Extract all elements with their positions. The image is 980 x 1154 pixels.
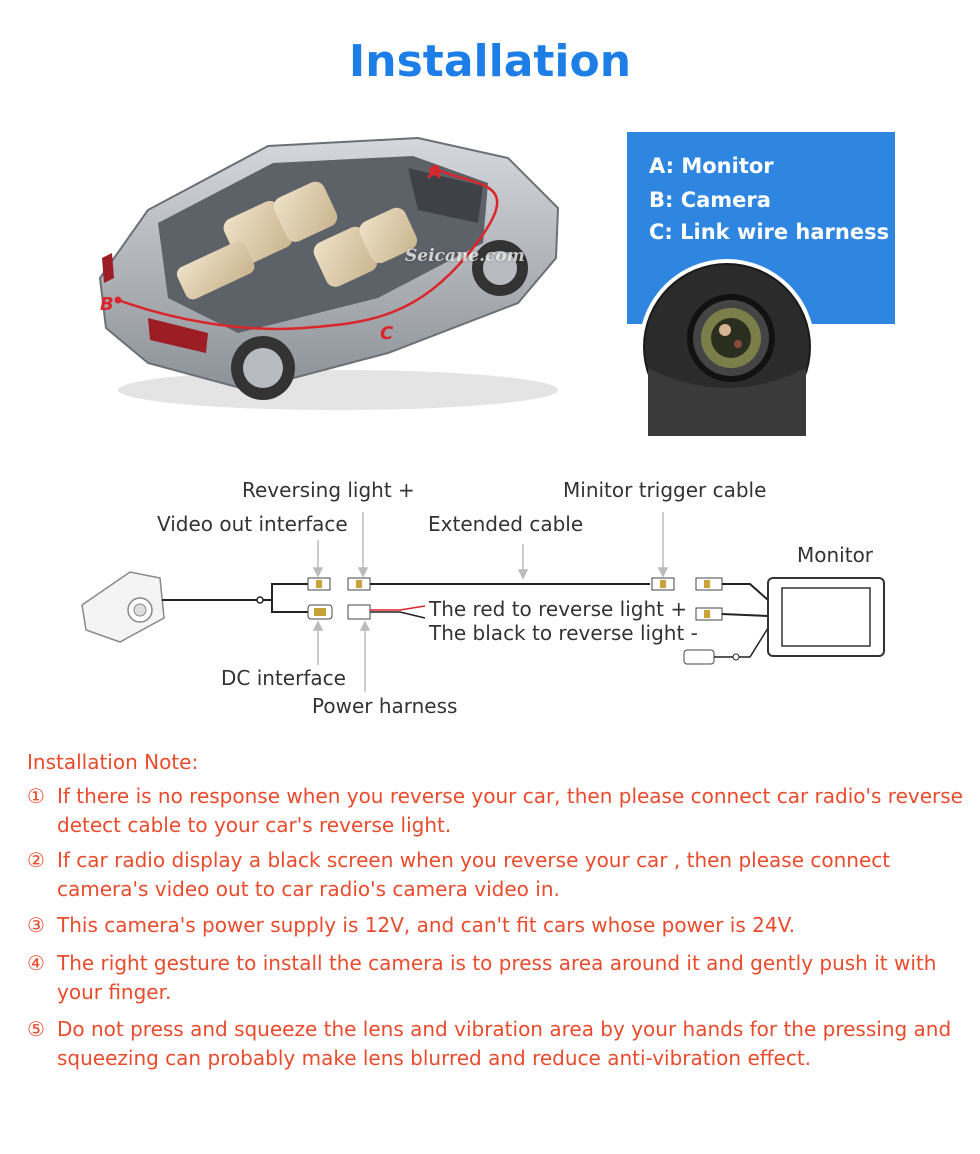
note-number: ③: [27, 913, 45, 937]
label-extended-cable: Extended cable: [428, 512, 584, 536]
note-number: ⑤: [27, 1017, 45, 1041]
note-text: If car radio display a black screen when you reverse your car , then please connect camera's video out to car radio's camera video in.: [57, 848, 891, 901]
note-item: [27, 911, 972, 940]
note-number: ②: [27, 848, 45, 872]
page-title: Installation: [348, 36, 632, 87]
label-red-wire: The red to reverse light +: [429, 597, 688, 621]
camera-lens-image: [638, 258, 816, 436]
note-item: [27, 949, 972, 1007]
legend-item-harness: C: Link wire harness: [649, 220, 890, 244]
label-minitor-trigger: Minitor trigger cable: [563, 478, 767, 502]
car-cutaway-image: [88, 128, 588, 418]
note-text: This camera's power supply is 12V, and can't fit cars whose power is 24V.: [57, 913, 796, 937]
camera-module-icon: [82, 572, 164, 642]
note-item: [27, 782, 972, 840]
label-power-harness: Power harness: [312, 694, 458, 718]
notes-heading: Installation Note:: [27, 750, 199, 774]
note-item: [27, 1015, 972, 1073]
label-dc-interface: DC interface: [221, 666, 346, 690]
car-label-b: B: [100, 294, 114, 315]
note-text: The right gesture to install the camera is to press area around it and gently push it with your finger.: [57, 951, 937, 1004]
note-number: ④: [27, 951, 45, 975]
note-text: Do not press and squeeze the lens and vibration area by your hands for the pressing and squeezing can probably make lens blurred and reduce anti-vibration effect.: [57, 1017, 952, 1070]
legend-item-camera: B: Camera: [649, 188, 771, 212]
label-black-wire: The black to reverse light -: [429, 621, 698, 645]
label-video-out: Video out interface: [157, 512, 348, 536]
monitor-icon: [768, 578, 884, 656]
note-text: If there is no response when you reverse your car, then please connect car radio's reverse detect cable to your car's reverse light.: [57, 784, 963, 837]
label-monitor: Monitor: [797, 543, 874, 567]
car-label-c: C: [380, 323, 394, 344]
car-label-a: A: [428, 162, 442, 183]
car-illustration: [88, 128, 588, 418]
wiring-diagram: [60, 460, 960, 730]
note-item: [27, 846, 972, 904]
legend-item-monitor: A: Monitor: [649, 154, 774, 178]
label-reversing-light: Reversing light +: [242, 478, 415, 502]
note-number: ①: [27, 784, 45, 808]
watermark: Seicane.com: [405, 246, 525, 266]
